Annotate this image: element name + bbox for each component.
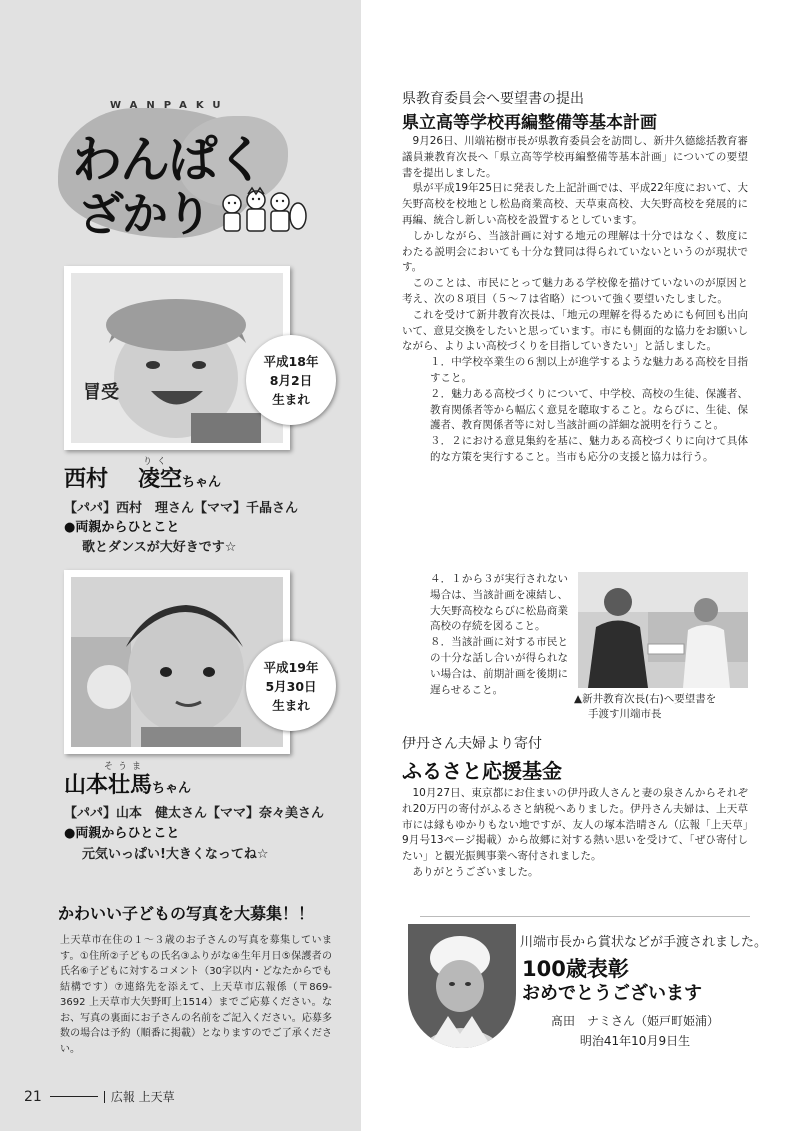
article2-paragraph: 10月27日、東京都にお住まいの伊丹政人さんと妻の泉さんからそれぞれ20万円の寄付がふるさと納税へありました。伊丹さん夫婦は、上天草市には縁もゆかりもない地ですが、友人の塚本浩晴さん（広報「上天草」9月号13ページ掲載）から故郷に対する熱い思いを受けて、「ぜひ寄付したい」と観光振興事業へ寄付されました。: [402, 787, 748, 863]
child1-surname: 西村: [64, 467, 109, 492]
child2-message: 元気いっぱい!大きくなってね☆: [82, 847, 269, 862]
page-number: 21: [24, 1088, 42, 1105]
article1-subtitle: 県教育委員会へ要望書の提出: [402, 91, 584, 107]
child1-badge-line1: 平成18年: [263, 353, 319, 369]
recruit-body: 上天草市在住の１～３歳のお子さんの写真を募集しています。①住所②子どもの氏名③ふりがな④生年月日⑤保護者の氏名⑥子どもに対するコメント（30字以内・どなたからでも結構です）⑦連絡先を添えて、上天草市広報係（〒869-3692 上天草市大矢野町上1514）までご応募ください。なお、写真の裏面にお子さんの名前をご記入ください。応募多数の場合は予約（順番に掲載）となりますのでご了承ください。: [60, 935, 332, 1055]
child2-badge-line1: 平成19年: [263, 659, 319, 675]
child1-badge-line3: 生まれ: [272, 391, 310, 407]
child2-surname: 山本: [64, 773, 109, 798]
page-footer: [24, 1088, 175, 1105]
child1-parents: 【パパ】西村 理さん【ママ】千晶さん: [64, 501, 299, 516]
article1-item: １．中学校卒業生の６割以上が進学するような魅力ある高校を目指すこと。: [430, 356, 748, 384]
article1-paragraph: これを受けて新井教育次長は、「地元の理解を得るためにも何回も出向いて、意見交換をしたいと思っています。市にも側面的な協力をお願いしながら、よりよい高校づくりを目指していきたい」と話しました。: [402, 308, 748, 353]
kids-illustration-icon: [218, 186, 308, 236]
child1-name: [64, 462, 221, 493]
article1-item: ３．２における意見集約を基に、魅力ある高校づくりに向けて具体的な方策を実行すること。当市も応分の支援と協力は行う。: [430, 435, 748, 463]
wanpaku-logo: [58, 96, 308, 246]
child2-badge-line3: 生まれ: [272, 697, 310, 713]
article3-divider: [420, 916, 750, 917]
article3-photo: [408, 924, 516, 1048]
child1-message: 歌とダンスが大好きです☆: [82, 540, 237, 555]
article3-title-line2: おめでとうございます: [522, 983, 702, 1004]
logo-roman-text: WANPAKU: [110, 100, 230, 111]
child2-chan: ちゃん: [152, 781, 192, 796]
caption-line1: ▲新井教育次長(右)へ要望書を: [574, 693, 717, 705]
article1-item: ８．当該計画に対する市民との十分な話し合いが得られない場合は、前期計画を後期に遅らせること。: [430, 636, 568, 696]
left-column: [0, 0, 361, 1131]
child1-given-name: 凌空: [138, 467, 183, 492]
article1-paragraph: このことは、市民にとって魅力ある学校像を描けていないのが原因と考え、次の８項目（５～７は省略）について強く要望いたしました。: [402, 277, 748, 305]
article1-body: [402, 134, 748, 466]
article1-paragraph: 9月26日、川端祐樹市長が県教育委員会を訪問し、新井久德総括教育審議員兼教育次長へ「県立高等学校再編整備等基本計画」についての要望書を提出しました。: [402, 135, 748, 179]
article1-photo-caption: [574, 692, 754, 722]
article1-item: ２．魅力ある高校づくりについて、中学校、高校の生徒、保護者、教育関係者等から幅広く意見を聴取すること。ならびに、生徒、保護者、教育関係者等に対し当該計画の詳細な説明を行うこと。: [430, 387, 748, 432]
child1-badge-line2: 8月2日: [269, 372, 313, 388]
article3-subtitle: 川端市長から賞状などが手渡されました。: [520, 935, 768, 950]
footer-bar: [104, 1091, 105, 1103]
child1-name-ruby: りく: [143, 457, 172, 467]
handover-photo-icon: [578, 572, 748, 688]
child1-birth-badge: [246, 335, 336, 425]
child2-given-name: 壮馬: [108, 773, 153, 798]
article1-paragraph: 県が平成19年25日に発表した上記計画では、平成22年度において、大矢野高校を校地とし松島商業高校、天草東高校、大矢野高校を発展的に再編、統合し新しい高校を設置するとしています。: [402, 182, 748, 226]
article3-title-line1: 100歳表彰: [522, 957, 629, 981]
child1-message-head: ●両親からひとこと: [64, 520, 180, 535]
child2-message-head: ●両親からひとこと: [64, 826, 180, 841]
logo-title-line1: わんぱく: [72, 131, 264, 189]
article2-body: [402, 786, 748, 881]
article1-item: ４．１から３が実行されない場合は、当該計画を凍結し、大矢野高校ならびに松島商業高校の存続を図ること。: [430, 573, 568, 633]
child2-parents: 【パパ】山本 健太さん【ママ】奈々美さん: [64, 806, 325, 821]
article3-birth: 明治41年10月9日生: [579, 1034, 691, 1048]
article3-name: 髙田 ナミさん（姫戸町姫浦）: [550, 1014, 719, 1028]
caption-line2: 手渡す川端市長: [588, 708, 662, 720]
recruit-title: かわいい子どもの写真を大募集！！: [58, 904, 315, 923]
article2-subtitle: 伊丹さん夫婦より寄付: [402, 736, 542, 752]
article2-title: ふるさと応援基金: [402, 759, 562, 783]
article1-narrow-items: [402, 572, 568, 698]
child2-name: [64, 768, 191, 799]
footer-rule: [50, 1096, 98, 1097]
svg-text:冒受: 冒受: [83, 382, 119, 403]
child2-badge-line2: 5月30日: [265, 678, 317, 694]
publication-name: 広報 上天草: [110, 1090, 175, 1104]
child2-photo-image: [71, 577, 283, 747]
centenarian-photo-icon: [408, 924, 516, 1048]
article1-title: 県立高等学校再編整備等基本計画: [402, 113, 657, 133]
child-face-icon-2: [71, 577, 283, 747]
article1-photo: [578, 572, 748, 688]
article2-paragraph: ありがとうございました。: [412, 865, 539, 878]
article1-paragraph: しかしながら、当該計画に対する地元の理解は十分ではなく、数度にわたる説明会においても十分な賛同は得られていないというのが現状です。: [402, 229, 748, 274]
child2-name-ruby: そうま: [104, 762, 147, 772]
child1-chan: ちゃん: [182, 475, 222, 490]
logo-title-line2: ざかり: [78, 187, 210, 241]
child2-birth-badge: [246, 641, 336, 731]
